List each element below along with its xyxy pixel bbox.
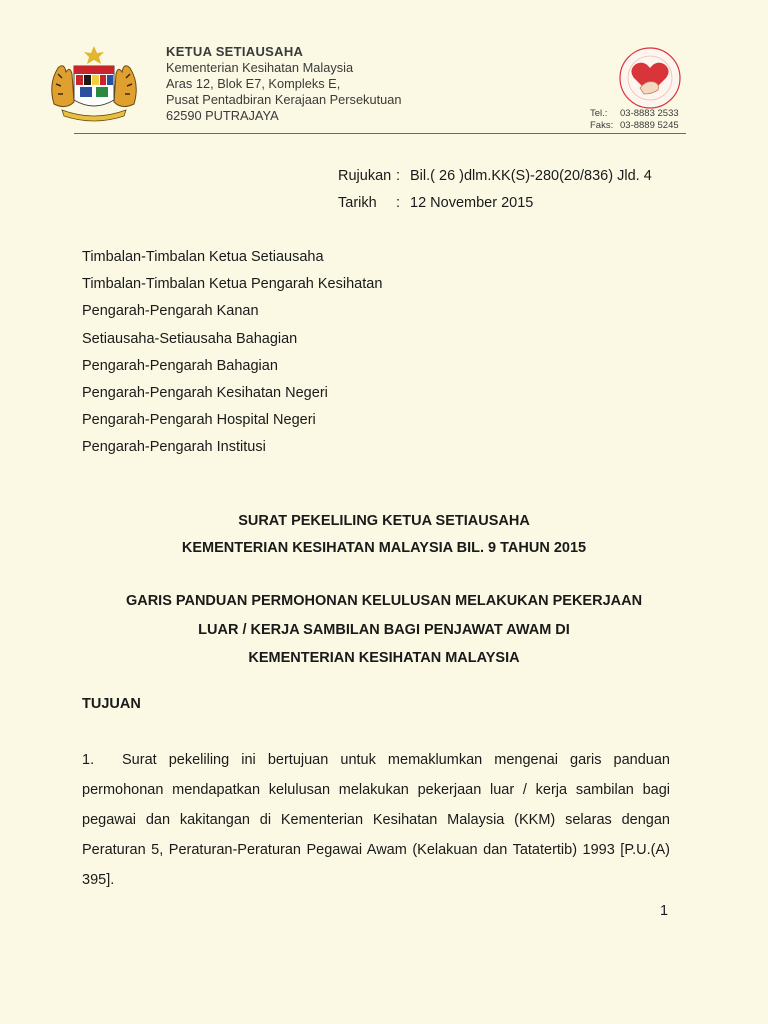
addressee: Setiausaha-Setiausaha Bahagian <box>82 330 298 347</box>
address-line: Pusat Pentadbiran Kerajaan Persekutuan <box>166 92 402 107</box>
addressee: Pengarah-Pengarah Bahagian <box>82 357 278 374</box>
tel-label: Tel.: <box>590 108 608 119</box>
reference-value: Bil.( 26 )dlm.KK(S)-280(20/836) Jld. 4 <box>410 168 652 184</box>
date-value: 12 November 2015 <box>410 195 534 211</box>
header-divider <box>74 133 686 134</box>
subject-line: LUAR / KERJA SAMBILAN BAGI PENJAWAT AWAM DI <box>198 621 570 638</box>
addressee: Pengarah-Pengarah Hospital Negeri <box>82 412 316 429</box>
office-title: KETUA SETIAUSAHA <box>166 44 304 59</box>
addressee: Timbalan-Timbalan Ketua Setiausaha <box>82 249 324 265</box>
addressee: Timbalan-Timbalan Ketua Pengarah Kesihatan <box>82 276 383 293</box>
circular-title-line: SURAT PEKELILING KETUA SETIAUSAHA <box>238 513 530 529</box>
fax-number: 03-8889 5245 <box>620 120 679 131</box>
contact-info <box>590 108 679 132</box>
subject-title <box>0 587 768 673</box>
circular-title-line: KEMENTERIAN KESIHATAN MALAYSIA BIL. 9 TAHUN 2015 <box>181 540 587 556</box>
address-line: 62590 PUTRAJAYA <box>166 108 279 123</box>
addressee: Pengarah-Pengarah Kanan <box>82 303 259 320</box>
circular-title <box>0 508 768 562</box>
addressee: Pengarah-Pengarah Kesihatan Negeri <box>82 385 328 402</box>
reference-separator: : <box>396 168 401 184</box>
reference-block <box>338 163 652 217</box>
paragraph-text: Surat pekeliling ini bertujuan untuk memaklumkan mengenai garis panduan permohonan mendapatkan kelulusan melakukan pekerjaan luar / kerja sambilan bagi pegawai dan kakitangan di Kementerian Kesihatan Malaysia (KKM) selaras dengan Peraturan 5, Peraturan-Peraturan Pegawai Awam (Kelakuan dan Tatatertib) 1993 [P.U.(A) 395]. <box>82 752 670 888</box>
page-number: 1 <box>660 903 669 919</box>
section-heading: TUJUAN <box>82 696 141 712</box>
coat-of-arms-icon <box>44 44 144 124</box>
ministry-logo-icon <box>614 44 686 112</box>
date-label: Tarikh <box>338 195 377 211</box>
letterhead <box>166 44 401 124</box>
address-line: Aras 12, Blok E7, Kompleks E, <box>166 76 341 91</box>
paragraph <box>82 745 670 895</box>
reference-label: Rujukan <box>338 168 392 184</box>
date-separator: : <box>396 195 401 211</box>
tel-number: 03-8883 2533 <box>620 108 679 119</box>
subject-line: GARIS PANDUAN PERMOHONAN KELULUSAN MELAKUKAN PEKERJAAN <box>125 593 643 609</box>
subject-line: KEMENTERIAN KESIHATAN MALAYSIA <box>248 650 520 666</box>
fax-label: Faks: <box>590 120 614 131</box>
address-line: Kementerian Kesihatan Malaysia <box>166 60 354 75</box>
paragraph-number: 1. <box>82 752 95 768</box>
addressee-list <box>82 244 382 462</box>
addressee: Pengarah-Pengarah Institusi <box>82 439 266 456</box>
